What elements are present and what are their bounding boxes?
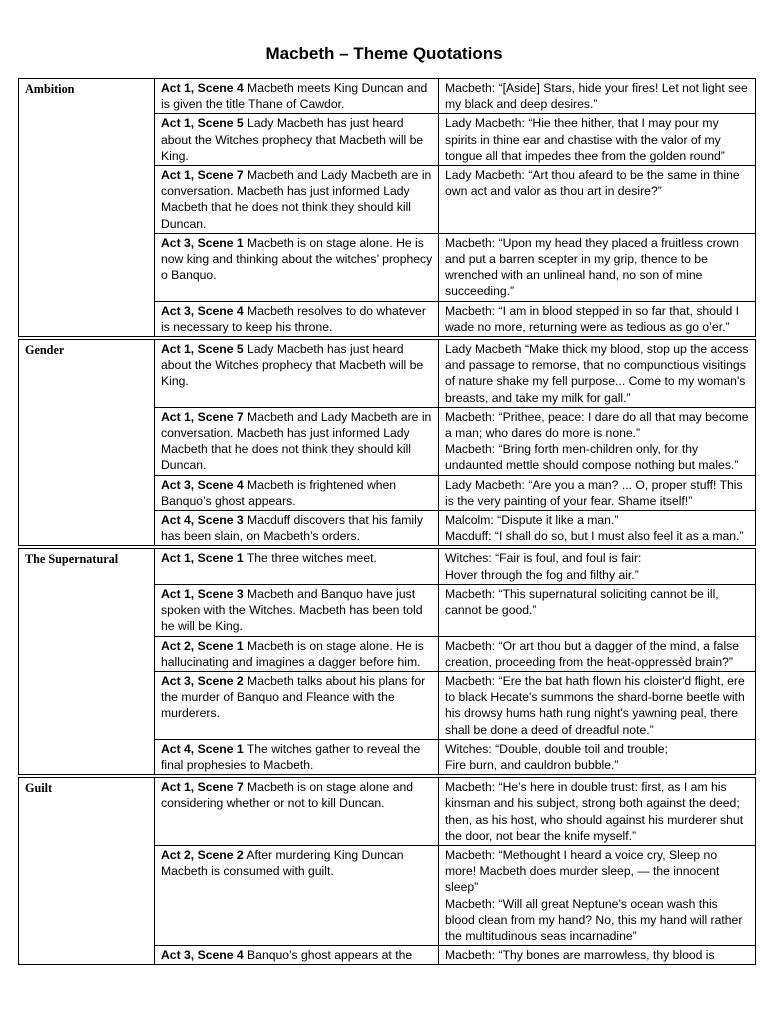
scene-description: Macbeth and Lady Macbeth are in conversation. Macbeth has just informed Lady Macbeth that he does not think they should kill Duncan. bbox=[161, 168, 432, 231]
quotation-row bbox=[19, 340, 756, 408]
page-title: Macbeth – Theme Quotations bbox=[265, 44, 503, 63]
theme-heading: Guilt bbox=[19, 778, 155, 965]
theme-heading: Gender bbox=[19, 340, 155, 546]
scene-description-cell bbox=[155, 407, 439, 475]
quotation-cell: Macbeth: “Or art thou but a dagger of the mind, a false creation, proceeding from the heat-oppressèd brain?” bbox=[439, 636, 756, 671]
quotation-row bbox=[19, 549, 756, 584]
scene-description: Macbeth and Lady Macbeth are in conversation. Macbeth has just informed Lady Macbeth that he does not think they should kill Duncan. bbox=[161, 409, 432, 473]
scene-description-cell bbox=[155, 671, 439, 739]
quotation-cell: Macbeth: “Ere the bat hath flown his cloister'd flight, ere to black Hecate's summons the shard-borne beetle with his drowsy hums hath rung night's yawning peal, there shall be done a deed of dreadful note.” bbox=[439, 671, 756, 739]
scene-description-cell bbox=[155, 739, 439, 774]
theme-heading: The Supernatural bbox=[19, 549, 155, 775]
scene-description-cell bbox=[155, 79, 439, 114]
scene-description-cell bbox=[155, 233, 439, 301]
quotation-cell: Lady Macbeth: “Art thou afeard to be the same in thine own act and valor as thou art in desire?” bbox=[439, 166, 756, 234]
scene-description-cell bbox=[155, 636, 439, 671]
scene-reference: Act 3, Scene 4 bbox=[161, 303, 244, 318]
scene-description: The witches gather to reveal the final prophesies to Macbeth. bbox=[161, 741, 421, 772]
quotation-cell: Lady Macbeth “Make thick my blood, stop up the access and passage to remorse, that no compunctious visitings of nature shake my fell purpose... Come to my woman's breasts, and take my milk for gall.” bbox=[439, 340, 756, 408]
quotation-cell: Witches: “Double, double toil and trouble; Fire burn, and cauldron bubble.” bbox=[439, 739, 756, 774]
scene-reference: Act 1, Scene 4 bbox=[161, 81, 244, 95]
quotation-cell: Witches: “Fair is foul, and foul is fair: Hover through the fog and filthy air.” bbox=[439, 549, 756, 584]
scene-reference: Act 1, Scene 1 bbox=[161, 551, 244, 566]
scene-description-cell bbox=[155, 778, 439, 846]
scene-description-cell bbox=[155, 549, 439, 584]
scene-description: Lady Macbeth has just heard about the Witches prophecy that Macbeth will be King. bbox=[161, 116, 424, 163]
scene-reference: Act 3, Scene 1 bbox=[161, 235, 244, 250]
scene-description: The three witches meet. bbox=[243, 551, 377, 566]
scene-description: Macbeth is on stage alone. He is hallucinating and imagines a dagger before him. bbox=[161, 638, 424, 669]
quotation-cell: Lady Macbeth: “Hie thee hither, that I may pour my spirits in thine ear and chastise with the valor of my tongue all that impedes thee from the golden round” bbox=[439, 114, 756, 166]
scene-reference: Act 2, Scene 1 bbox=[161, 638, 244, 653]
scene-reference: Act 3, Scene 4 bbox=[161, 477, 244, 492]
scene-reference: Act 4, Scene 3 bbox=[161, 513, 244, 528]
quotation-row bbox=[19, 79, 756, 114]
quotation-cell: Macbeth: “Thy bones are marrowless, thy blood is bbox=[439, 946, 756, 965]
scene-description: Macbeth is frightened when Banquo’s ghost appears. bbox=[161, 477, 397, 508]
quotation-cell: Malcolm: “Dispute it like a man.” Macduff: “I shall do so, but I must also feel it as a man.” bbox=[439, 511, 756, 546]
quotation-cell: Lady Macbeth: “Are you a man? ... O, proper stuff! This is the very painting of your fear. Shame itself!” bbox=[439, 475, 756, 510]
quotation-cell: Macbeth: “Upon my head they placed a fruitless crown and put a barren scepter in my grip, thence to be wrenched with an unlineal hand, no son of mine succeeding.” bbox=[439, 233, 756, 301]
scene-description: Macbeth is on stage alone. He is now king and thinking about the witches’ prophecy o Banquo. bbox=[161, 235, 433, 283]
scene-reference: Act 1, Scene 7 bbox=[161, 409, 244, 424]
scene-reference: Act 3, Scene 4 bbox=[161, 948, 244, 963]
scene-description-cell bbox=[155, 845, 439, 945]
scene-description: Macbeth resolves to do whatever is necessary to keep his throne. bbox=[161, 303, 426, 334]
scene-reference: Act 3, Scene 2 bbox=[161, 673, 244, 688]
scene-description-cell bbox=[155, 166, 439, 234]
quotation-cell: Macbeth: “He’s here in double trust: first, as I am his kinsman and his subject, strong both against the deed; then, as his host, who should against his murderer shut the door, not bear the knife myself.” bbox=[439, 778, 756, 846]
scene-description-cell bbox=[155, 475, 439, 510]
scene-description-cell bbox=[155, 511, 439, 546]
scene-description: Macbeth talks about his plans for the murder of Banquo and Fleance with the murderers. bbox=[161, 673, 426, 721]
scene-description: Macbeth meets King Duncan and is given the title Thane of Cawdor. bbox=[161, 81, 428, 112]
scene-description: Lady Macbeth has just heard about the Witches prophecy that Macbeth will be King. bbox=[161, 342, 424, 389]
scene-reference: Act 2, Scene 2 bbox=[161, 847, 244, 862]
quotation-row bbox=[19, 778, 756, 846]
scene-description-cell bbox=[155, 114, 439, 166]
scene-reference: Act 1, Scene 7 bbox=[161, 780, 244, 795]
theme-quotations-table bbox=[18, 78, 756, 965]
scene-description-cell bbox=[155, 340, 439, 408]
quotation-cell: Macbeth: “Methought I heard a voice cry, Sleep no more! Macbeth does murder sleep, — the innocent sleep” Macbeth: “Will all great Neptune’s ocean wash this blood clean from my hand? No, this my hand will rather the multitudinous seas incarnadine” bbox=[439, 845, 756, 945]
scene-reference: Act 1, Scene 5 bbox=[161, 342, 244, 357]
quotation-cell: Macbeth: “Prithee, peace: I dare do all that may become a man; who dares do more is none.” Macbeth: “Bring forth men-children only, for thy undaunted mettle should compose nothing but males.” bbox=[439, 407, 756, 475]
scene-description: Macduff discovers that his family has been slain, on Macbeth’s orders. bbox=[161, 513, 423, 544]
scene-description-cell bbox=[155, 301, 439, 336]
scene-reference: Act 1, Scene 7 bbox=[161, 168, 244, 183]
scene-description-cell bbox=[155, 584, 439, 636]
scene-description: Macbeth and Banquo have just spoken with the Witches. Macbeth has been told he will be King. bbox=[161, 586, 423, 634]
scene-description: After murdering King Duncan Macbeth is consumed with guilt. bbox=[161, 847, 404, 879]
theme-heading: Ambition bbox=[19, 79, 155, 337]
scene-reference: Act 1, Scene 5 bbox=[161, 116, 244, 131]
scene-reference: Act 1, Scene 3 bbox=[161, 586, 244, 601]
scene-description: Banquo’s ghost appears at the bbox=[243, 948, 413, 963]
quotation-cell: Macbeth: “I am in blood stepped in so far that, should I wade no more, returning were as tedious as go o’er.” bbox=[439, 301, 756, 336]
scene-reference: Act 4, Scene 1 bbox=[161, 741, 244, 756]
scene-description-cell bbox=[155, 946, 439, 965]
quotation-cell: Macbeth: “This supernatural soliciting cannot be ill, cannot be good.” bbox=[439, 584, 756, 636]
scene-description: Macbeth is on stage alone and considering whether or not to kill Duncan. bbox=[161, 780, 414, 811]
quotation-cell: Macbeth: “[Aside] Stars, hide your fires! Let not light see my black and deep desires.” bbox=[439, 79, 756, 114]
